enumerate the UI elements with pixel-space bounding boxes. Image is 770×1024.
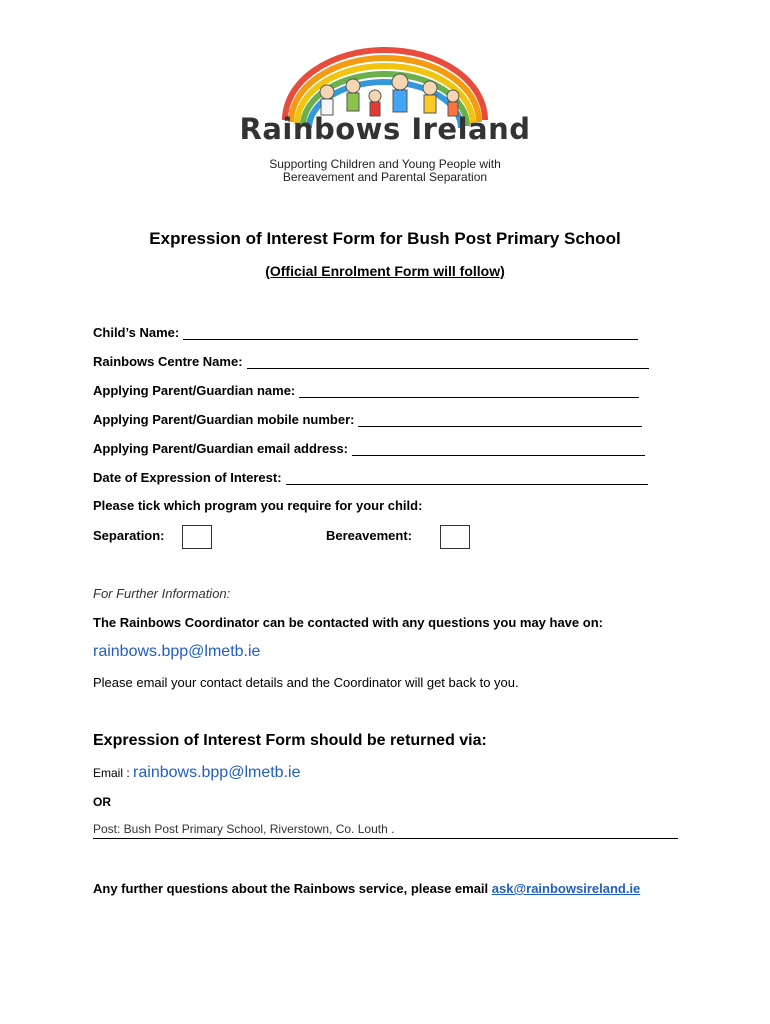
separation-checkbox[interactable] (182, 525, 212, 549)
parent-name-field[interactable] (93, 383, 639, 398)
brand-tagline (230, 158, 540, 184)
brand-name: Rainbows Ireland (239, 112, 531, 146)
parent-name-label: Applying Parent/Guardian name: (93, 383, 296, 398)
coordinator-email-link[interactable]: rainbows.bpp@lmetb.ie (93, 643, 261, 660)
centre-name-field[interactable] (93, 354, 649, 369)
return-heading: Expression of Interest Form should be returned via: (93, 732, 487, 749)
tagline-line-2: Bereavement and Parental Separation (282, 170, 488, 184)
parent-mobile-label: Applying Parent/Guardian mobile number: (93, 412, 355, 427)
form-title: Expression of Interest Form for Bush Post Primary School (149, 229, 621, 248)
bereavement-checkbox[interactable] (440, 525, 470, 549)
parent-mobile-line[interactable] (358, 412, 642, 427)
separation-label: Separation: (93, 528, 165, 543)
date-field[interactable] (93, 470, 648, 485)
coordinator-text: The Rainbows Coordinator can be contacted with any questions you may have on: (93, 615, 603, 630)
form-subtitle: (Official Enrolment Form will follow) (265, 263, 505, 279)
parent-email-label: Applying Parent/Guardian email address: (93, 441, 349, 456)
child-name-label: Child’s Name: (93, 325, 180, 340)
child-name-field[interactable] (93, 325, 638, 340)
parent-name-line[interactable] (299, 383, 639, 398)
footer-note (93, 881, 640, 896)
bereavement-label: Bereavement: (326, 528, 412, 543)
return-email-link[interactable]: rainbows.bpp@lmetb.ie (133, 764, 301, 781)
program-prompt: Please tick which program you require for your child: (93, 498, 423, 513)
parent-email-line[interactable] (352, 441, 645, 456)
centre-name-label: Rainbows Centre Name: (93, 354, 243, 369)
info-heading: For Further Information: (93, 586, 231, 601)
or-text: OR (93, 795, 111, 809)
child-name-line[interactable] (183, 325, 638, 340)
footer-email-link[interactable]: ask@rainbowsireland.ie (491, 881, 641, 896)
date-line[interactable] (286, 470, 648, 485)
post-address: Post: Bush Post Primary School, Riverstown, Co. Louth . (93, 822, 395, 836)
parent-email-field[interactable] (93, 441, 645, 456)
parent-mobile-field[interactable] (93, 412, 642, 427)
centre-name-line[interactable] (247, 354, 649, 369)
footer-text: Any further questions about the Rainbows service, please email (93, 881, 492, 896)
divider (93, 838, 678, 839)
contact-instruction: Please email your contact details and the Coordinator will get back to you. (93, 675, 519, 690)
return-email-row (93, 764, 300, 782)
date-label: Date of Expression of Interest: (93, 470, 282, 485)
tagline-line-1: Supporting Children and Young People with (269, 157, 501, 171)
return-email-prefix: Email : (93, 766, 130, 780)
